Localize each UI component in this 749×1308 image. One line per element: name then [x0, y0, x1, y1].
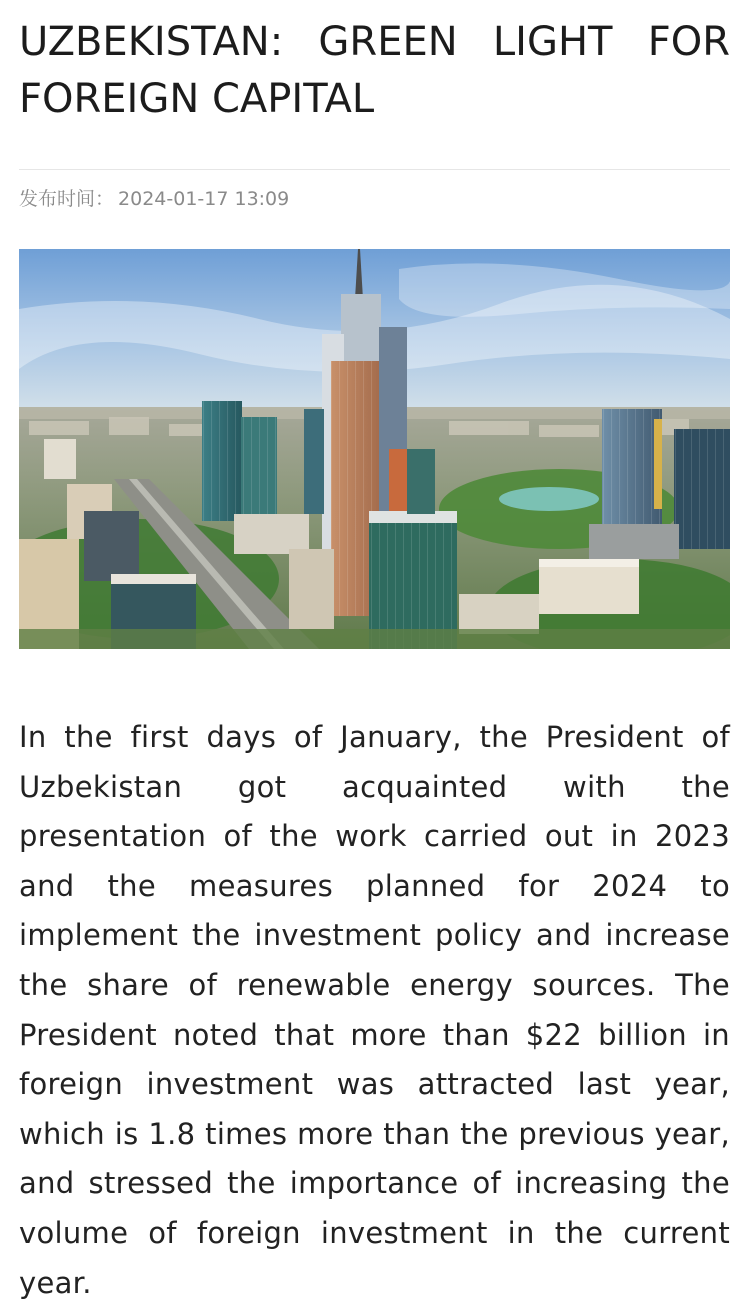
publish-meta: [19, 187, 730, 211]
article-body: In the first days of January, the President of Uzbekistan got acquainted with the presentation of the work carried out in 2023 and the measures planned for 2024 to implement the investment policy and increase the share of renewable energy sources. The President noted that more than $22 billion in foreign investment was attracted last year, which is 1.8 times more than the previous year, and stressed the importance of increasing the volume of foreign investment in the current year.: [19, 720, 730, 1300]
publish-time-value: 2024-01-17 13:09: [118, 188, 290, 210]
article-title: UZBEKISTAN: GREEN LIGHT FOR FOREIGN CAPITAL: [19, 19, 730, 122]
title-divider: [19, 169, 730, 170]
publish-time-label: 发布时间：: [19, 188, 115, 210]
article-photo: [19, 249, 730, 649]
